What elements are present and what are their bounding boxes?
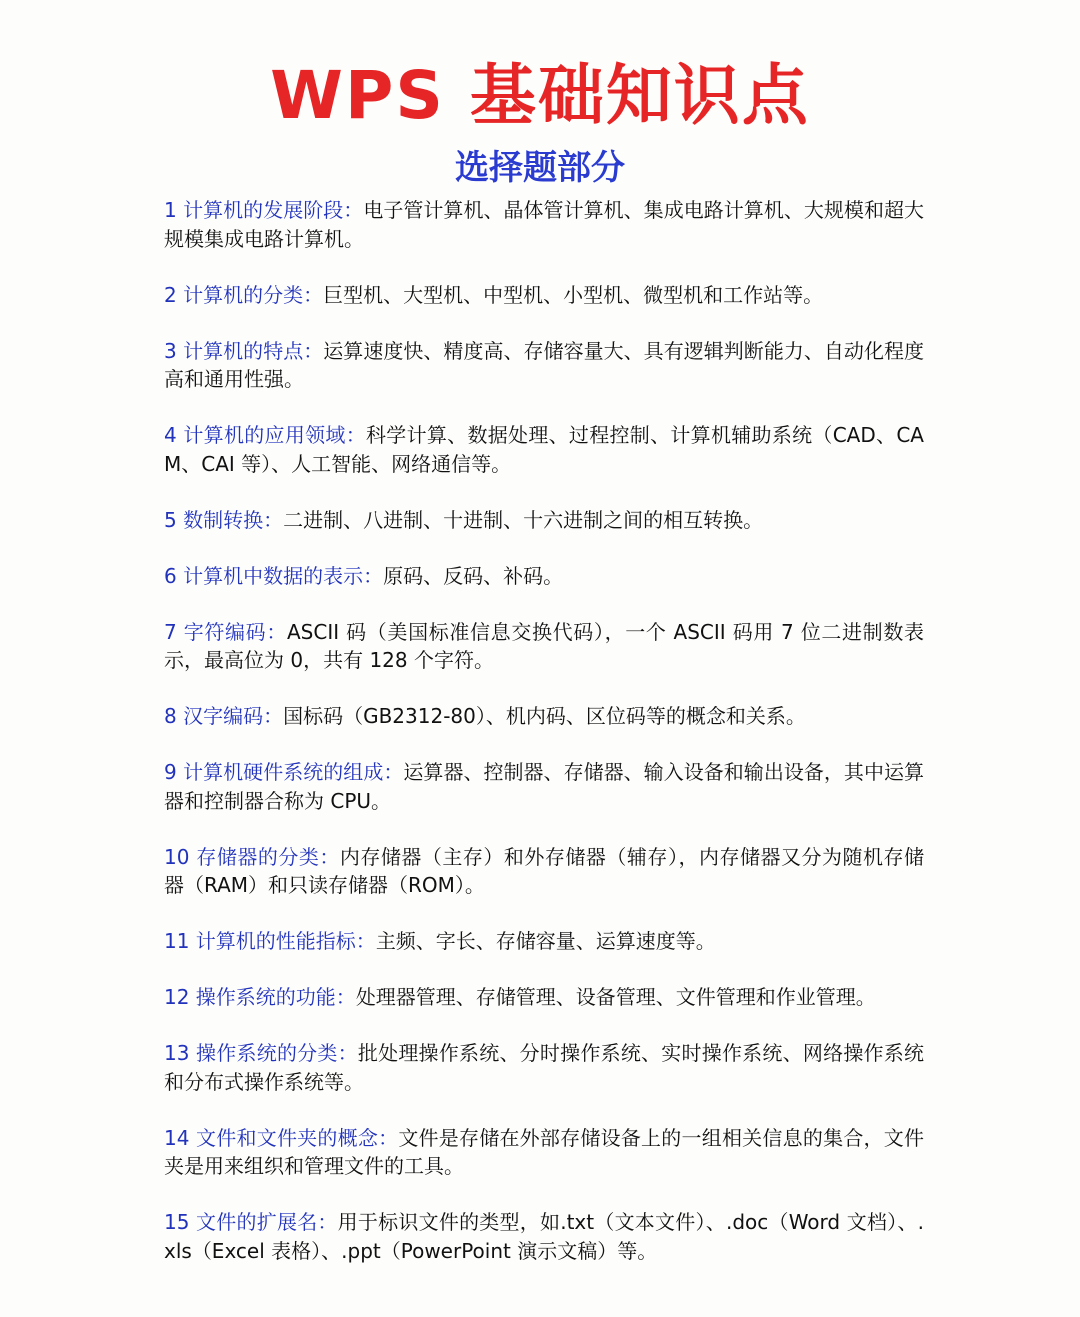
list-item xyxy=(164,196,924,253)
item-text: ASCII 码（美国标准信息交换代码），一个 ASCII 码用 7 位二进制数表示，最高位为 0，共有 128 个字符。 xyxy=(164,619,924,672)
item-label: 4 计算机的应用领域： xyxy=(164,423,366,447)
item-text: 主频、字长、存储容量、运算速度等。 xyxy=(375,929,716,953)
list-item xyxy=(164,983,924,1012)
item-label: 11 计算机的性能指标： xyxy=(164,929,376,953)
item-label: 13 操作系统的分类： xyxy=(164,1041,358,1065)
list-item xyxy=(164,927,924,956)
list-item xyxy=(164,1039,924,1096)
list-item xyxy=(164,421,924,478)
item-label: 3 计算机的特点： xyxy=(164,338,324,363)
list-item xyxy=(164,281,924,310)
list-item xyxy=(164,843,924,900)
item-text: 国标码（GB2312-80）、机内码、区位码等的概念和关系。 xyxy=(283,704,806,728)
section-subtitle: 选择题部分 xyxy=(455,148,625,188)
item-text: 二进制、八进制、十进制、十六进制之间的相互转换。 xyxy=(283,507,764,532)
item-text: 处理器管理、存储管理、设备管理、文件管理和作业管理。 xyxy=(355,985,876,1009)
item-label: 1 计算机的发展阶段： xyxy=(164,198,364,222)
item-text: 巨型机、大型机、中型机、小型机、微型机和工作站等。 xyxy=(323,282,824,307)
item-text: 内存储器（主存）和外存储器（辅存），内存储器又分为随机存储器（RAM）和只读存储器（ROM）。 xyxy=(164,844,925,897)
knowledge-point-list xyxy=(164,196,924,1293)
page-title: WPS 基础知识点 xyxy=(270,57,810,134)
list-item xyxy=(164,562,924,591)
item-label: 5 数制转换： xyxy=(164,507,284,532)
item-text: 原码、反码、补码。 xyxy=(383,563,564,588)
list-item xyxy=(164,702,924,731)
item-text: 用于标识文件的类型，如.txt（文本文件）、.doc（Word 文档）、.xls（Excel 表格）、.ppt（PowerPoint 演示文稿）等。 xyxy=(164,1210,924,1263)
list-item xyxy=(164,758,924,815)
item-text: 文件是存储在外部存储设备上的一组相关信息的集合，文件夹是用来组织和管理文件的工具。 xyxy=(164,1125,924,1178)
list-item xyxy=(164,337,924,394)
item-text: 批处理操作系统、分时操作系统、实时操作系统、网络操作系统和分布式操作系统等。 xyxy=(164,1041,924,1094)
item-label: 2 计算机的分类： xyxy=(164,282,324,307)
item-label: 10 存储器的分类： xyxy=(164,844,340,869)
item-label: 12 操作系统的功能： xyxy=(164,985,356,1009)
item-text: 科学计算、数据处理、过程控制、计算机辅助系统（CAD、CAM、CAI 等）、人工智能、网络通信等。 xyxy=(164,423,924,476)
item-text: 电子管计算机、晶体管计算机、集成电路计算机、大规模和超大规模集成电路计算机。 xyxy=(164,198,924,251)
item-label: 8 汉字编码： xyxy=(164,704,284,728)
item-text: 运算器、控制器、存储器、输入设备和输出设备，其中运算器和控制器合称为 CPU。 xyxy=(164,760,925,813)
item-label: 14 文件和文件夹的概念： xyxy=(164,1125,399,1150)
item-label: 9 计算机硬件系统的组成： xyxy=(164,760,404,784)
list-item xyxy=(164,506,924,535)
list-item xyxy=(164,1124,924,1181)
item-label: 6 计算机中数据的表示： xyxy=(164,563,384,588)
list-item xyxy=(164,618,924,675)
item-text: 运算速度快、精度高、存储容量大、具有逻辑判断能力、自动化程度高和通用性强。 xyxy=(164,338,924,391)
list-item xyxy=(164,1208,924,1265)
item-label: 7 字符编码： xyxy=(164,619,287,644)
item-label: 15 文件的扩展名： xyxy=(164,1210,338,1234)
